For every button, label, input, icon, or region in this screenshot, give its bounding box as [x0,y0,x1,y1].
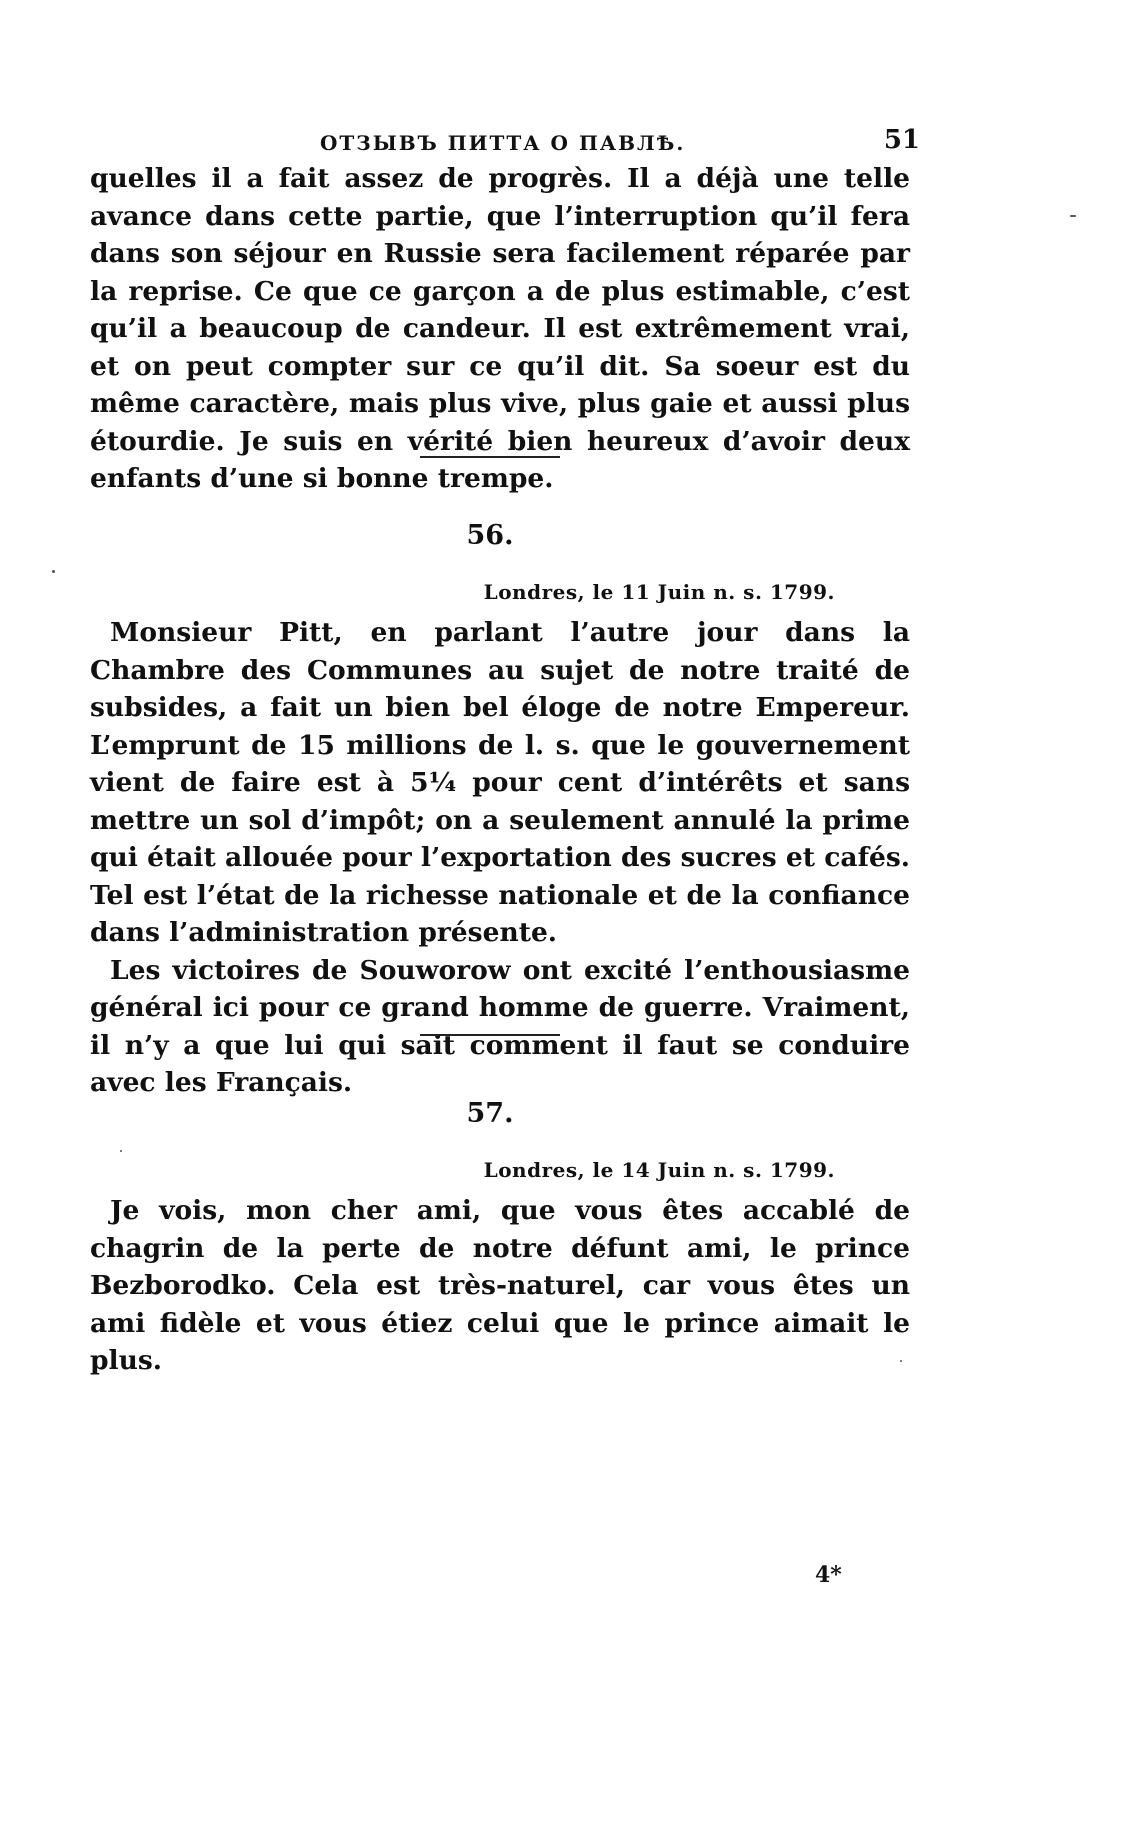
paper-speck [52,570,55,573]
letter-body-57 [90,1192,910,1380]
running-head [90,125,920,165]
continuation-text [90,160,910,498]
letter-number-56: 56. [466,520,514,551]
running-title: ОТЗЫВЪ ПИТТА О ПАВЛѢ. [320,131,686,155]
letter-number-57: 57. [466,1098,514,1129]
section-divider [420,456,560,458]
paragraph: Je vois, mon cher ami, que vous êtes accablé de chagrin de la perte de notre défunt ami, le prince Bezborodko. Cela est très-naturel, car vous êtes un ami fidèle et vous étiez celui que le prince aimait le plus. [90,1195,910,1376]
page-number: 51 [883,125,920,155]
section-divider [420,1034,560,1036]
signature-mark: 4* [815,1562,842,1588]
paper-speck [120,1150,122,1152]
letter-body-56 [90,614,910,1102]
paragraph: Les victoires de Souworow ont excité l’enthousiasme général ici pour ce grand homme de guerre. Vraiment, il n’y a que lui qui sait comment il faut se conduire avec les Français. [90,954,910,1098]
letter-dateline-56: Londres, le 11 Juin n. s. 1799. [483,580,835,604]
paper-speck [1070,215,1076,217]
paragraph: quelles il a fait assez de progrès. Il a déjà une telle avance dans cette partie, que l’interruption qu’il fera dans son séjour en Russie sera facilement réparée par la reprise. Ce que ce garçon a de plus estimable, c’est qu’il a beaucoup de candeur. Il est extrêmement vrai, et on peut compter sur ce qu’il dit. Sa soeur est du même caractère, mais plus vive, plus gaie et aussi plus étourdie. Je suis en vérité bien heureux d’avoir deux enfants d’une si bonne trempe. [90,163,910,494]
letter-dateline-57: Londres, le 14 Juin n. s. 1799. [483,1158,835,1182]
paper-speck [900,1360,902,1362]
paragraph: Monsieur Pitt, en parlant l’autre jour dans la Chambre des Communes au sujet de notre traité de subsides, a fait un bien bel éloge de notre Empereur. L’emprunt de 15 millions de l. s. que le gouvernement vient de faire est à 5¼ pour cent d’intérêts et sans mettre un sol d’impôt; on a seulement annulé la prime qui était allouée pour l’exportation des sucres et cafés. Tel est l’état de la richesse nationale et de la confiance dans l’administration présente. [90,617,910,948]
